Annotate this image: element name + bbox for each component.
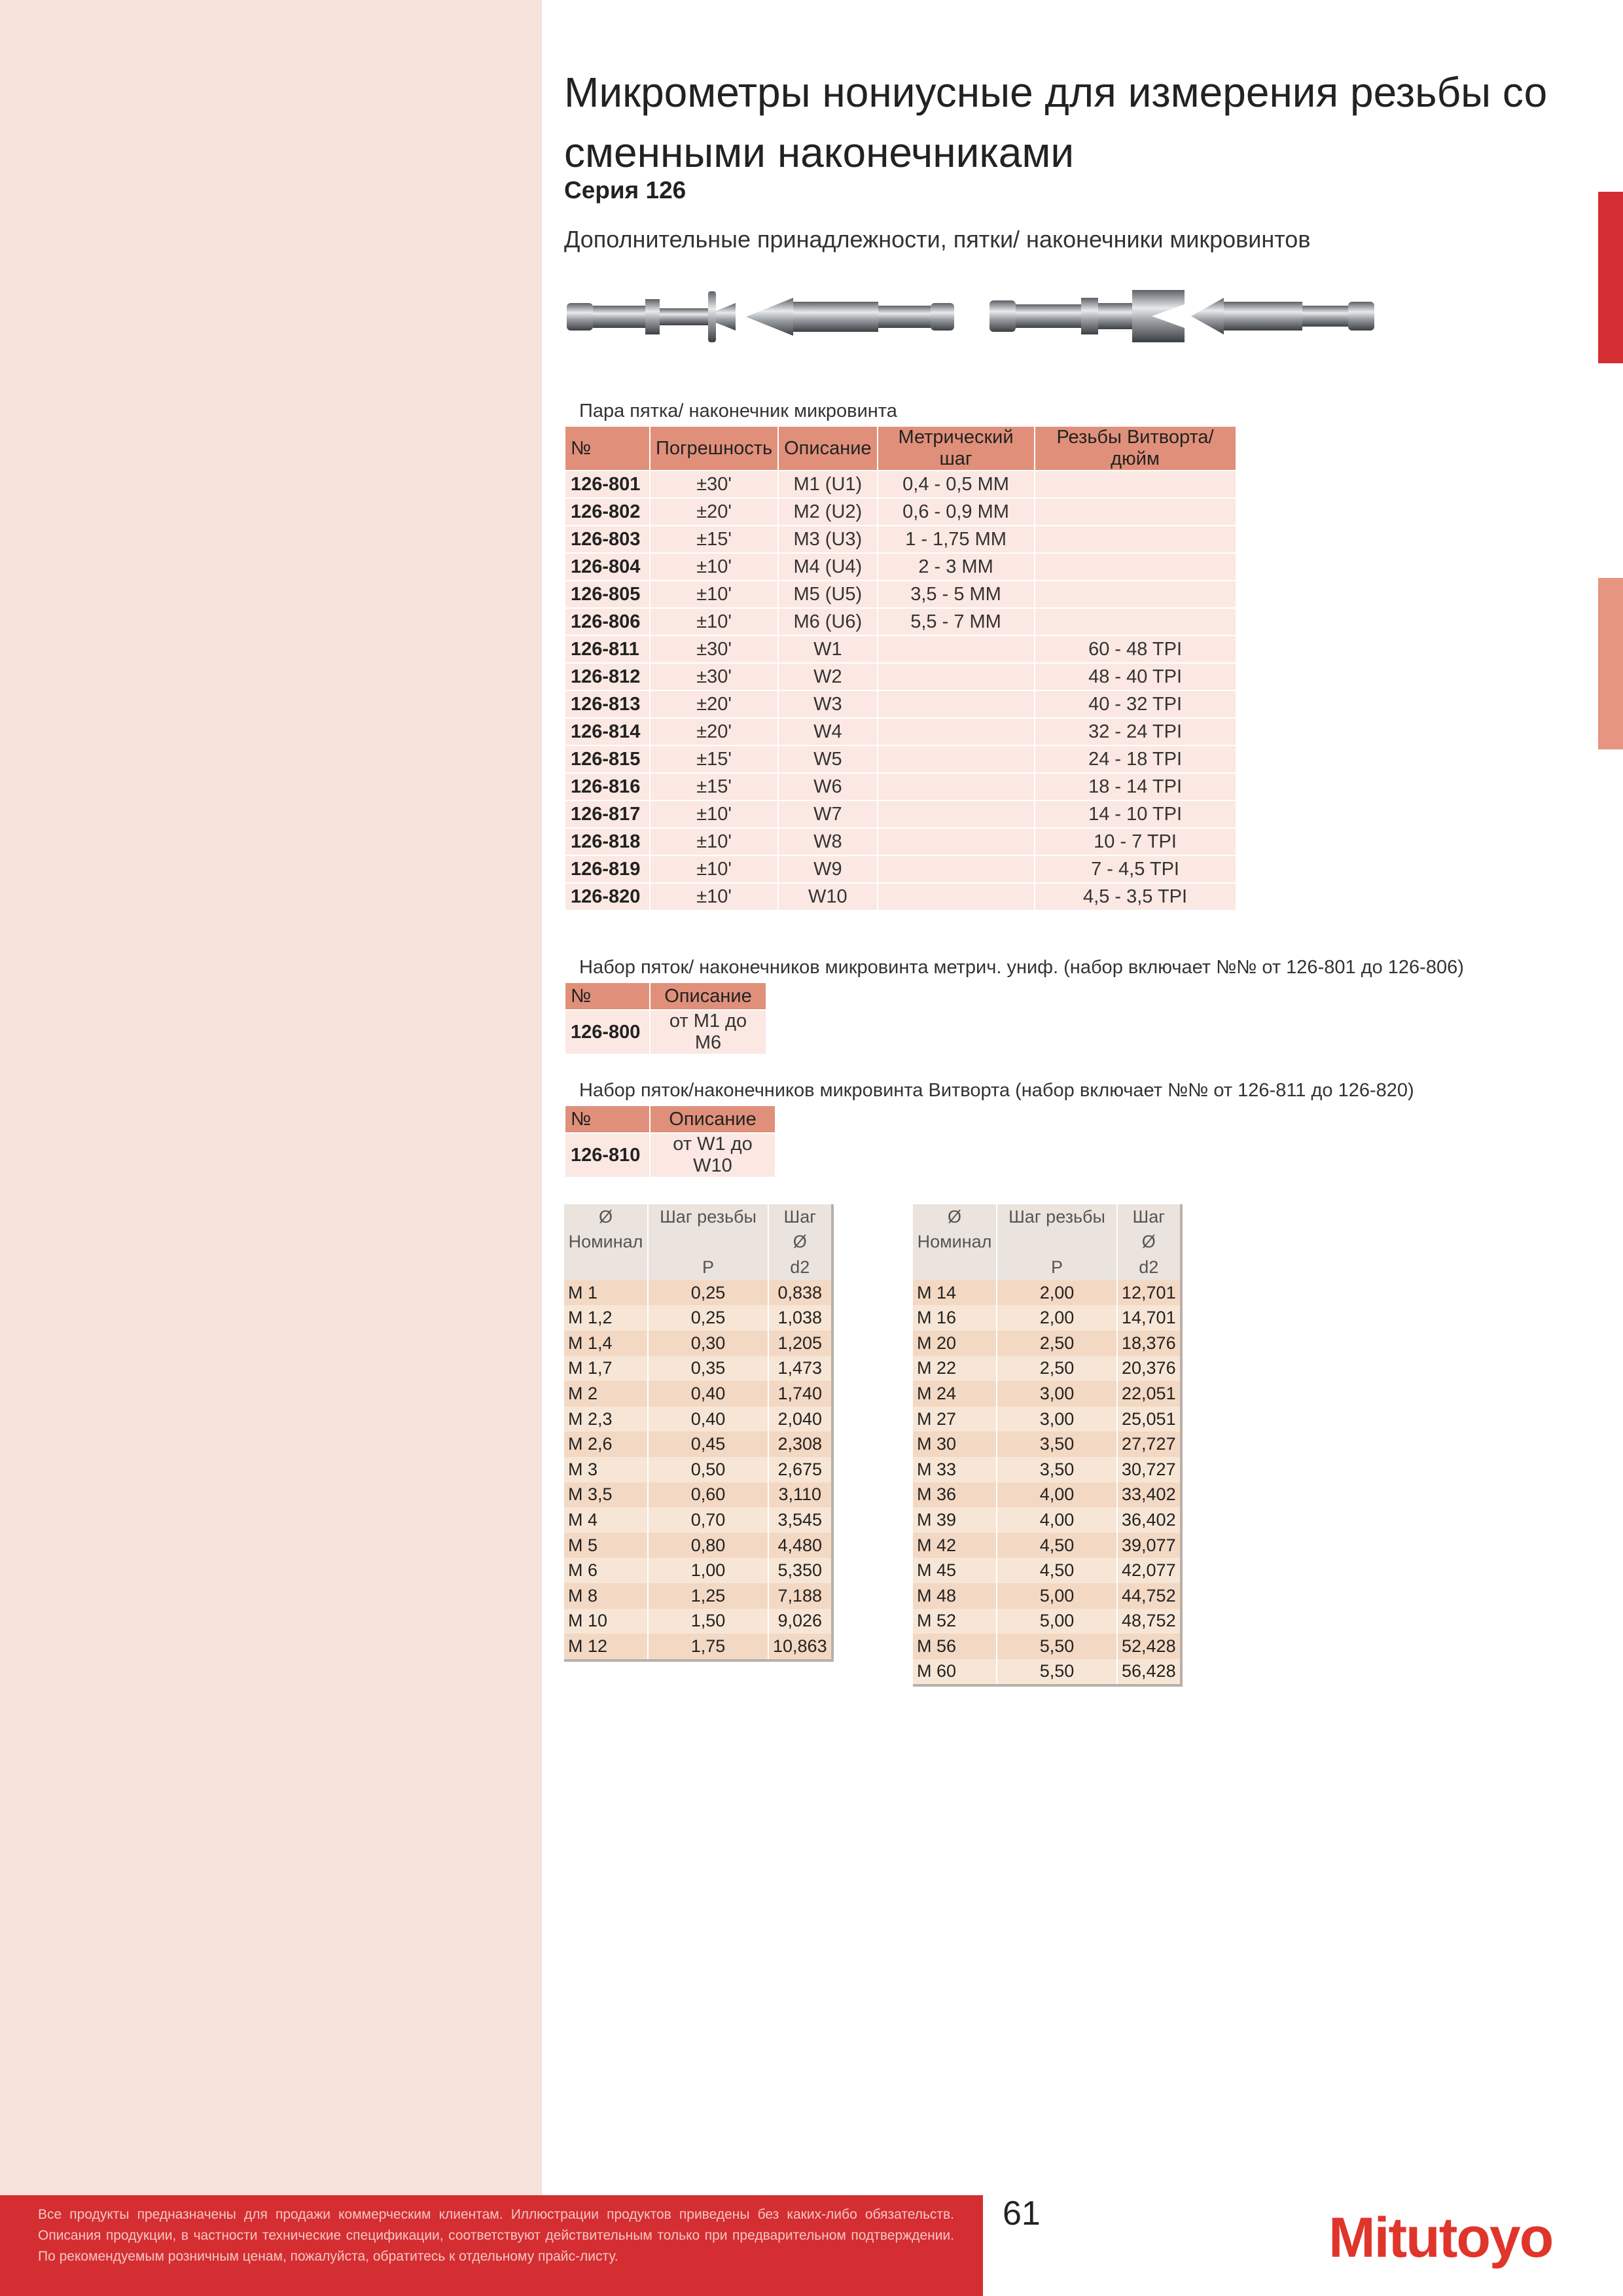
cell-nominal: M 33 (913, 1457, 997, 1482)
cell-d2: 0,838 (768, 1280, 832, 1306)
anvil-spindle-tip-photo-1 (564, 278, 957, 355)
table-row (565, 471, 1236, 497)
col-header-accuracy: Погрешность (651, 427, 777, 470)
cell-d2: 44,752 (1117, 1583, 1181, 1609)
cell-d2: 22,051 (1117, 1381, 1181, 1407)
table-row (913, 1331, 1181, 1356)
cell-description: W6 (779, 774, 876, 800)
cell-whitworth (1035, 471, 1236, 497)
cell-metric-pitch: 1 - 1,75 MM (878, 526, 1034, 552)
cell-nominal: M 2,6 (564, 1431, 648, 1457)
cell-pitch: 0,25 (648, 1280, 768, 1306)
cell-nominal: M 60 (913, 1659, 997, 1686)
cell-description: M5 (U5) (779, 581, 876, 607)
cell-no: 126-811 (565, 636, 649, 662)
section-marker-pink (1598, 578, 1623, 749)
cell-metric-pitch (878, 856, 1034, 882)
thread-table-right (913, 1204, 1183, 1687)
table-row (913, 1609, 1181, 1634)
table-row (565, 746, 1236, 772)
cell-metric-pitch: 0,6 - 0,9 MM (878, 499, 1034, 525)
table-row (564, 1356, 832, 1382)
table-row (913, 1457, 1181, 1482)
cell-accuracy: ±10' (651, 829, 777, 855)
cell-pitch: 1,25 (648, 1583, 768, 1609)
cell-whitworth: 4,5 - 3,5 TPI (1035, 884, 1236, 910)
cell-nominal: M 27 (913, 1407, 997, 1432)
cell-no: 126-819 (565, 856, 649, 882)
cell-pitch: 4,00 (997, 1482, 1117, 1508)
cell-whitworth: 60 - 48 TPI (1035, 636, 1236, 662)
cell-pitch: 5,50 (997, 1634, 1117, 1659)
thread-header-cell: Шаг резьбы (648, 1204, 768, 1230)
cell-pitch: 0,70 (648, 1507, 768, 1533)
cell-description: W7 (779, 801, 876, 827)
cell-d2: 3,545 (768, 1507, 832, 1533)
cell-whitworth (1035, 499, 1236, 525)
thread-header-row (913, 1230, 1181, 1255)
col-header-description: Описание (651, 1106, 775, 1132)
cell-d2: 2,308 (768, 1431, 832, 1457)
anvil-spindle-tip-photo-2 (988, 278, 1381, 355)
table-row (565, 554, 1236, 580)
metric-set-table (564, 982, 767, 1055)
col-header-no: № (565, 427, 649, 470)
thread-header-cell (913, 1255, 997, 1280)
table-row (564, 1431, 832, 1457)
table-row (564, 1507, 832, 1533)
thread-header-row (564, 1204, 832, 1230)
cell-nominal: M 20 (913, 1331, 997, 1356)
whitworth-set-table (564, 1105, 776, 1178)
cell-pitch: 5,50 (997, 1659, 1117, 1686)
metric-set-caption: Набор пяток/ наконечников микровинта метрич. униф. (набор включает №№ от 126-801 до 126-806) (579, 957, 1464, 978)
cell-d2: 12,701 (1117, 1280, 1181, 1306)
cell-nominal: M 36 (913, 1482, 997, 1508)
cell-description: W4 (779, 719, 876, 745)
cell-accuracy: ±20' (651, 719, 777, 745)
cell-d2: 42,077 (1117, 1558, 1181, 1583)
cell-nominal: M 1,4 (564, 1331, 648, 1356)
cell-metric-pitch: 3,5 - 5 MM (878, 581, 1034, 607)
cell-description: W3 (779, 691, 876, 717)
cell-whitworth (1035, 526, 1236, 552)
cell-nominal: M 6 (564, 1558, 648, 1583)
cell-no: 126-820 (565, 884, 649, 910)
cell-no: 126-812 (565, 664, 649, 690)
cell-nominal: M 3,5 (564, 1482, 648, 1508)
cell-pitch: 3,50 (997, 1431, 1117, 1457)
cell-pitch: 0,40 (648, 1407, 768, 1432)
cell-nominal: M 2,3 (564, 1407, 648, 1432)
col-header-description: Описание (779, 427, 876, 470)
cell-whitworth: 14 - 10 TPI (1035, 801, 1236, 827)
cell-nominal: M 10 (564, 1609, 648, 1634)
left-color-band (0, 0, 542, 2195)
cell-nominal: M 1 (564, 1280, 648, 1306)
thread-header-cell: Номинал (913, 1230, 997, 1255)
thread-header-cell: Шаг (768, 1204, 832, 1230)
cell-pitch: 0,30 (648, 1331, 768, 1356)
page-title: Микрометры нониусные для измерения резьбы со сменными наконечниками (564, 68, 1548, 176)
cell-metric-pitch (878, 829, 1034, 855)
table-row (564, 1609, 832, 1634)
cell-nominal: M 5 (564, 1533, 648, 1558)
thread-header-cell: Ø (564, 1204, 648, 1230)
col-header-metric-pitch: Метрический шаг (878, 427, 1034, 470)
cell-d2: 14,701 (1117, 1305, 1181, 1331)
cell-d2: 39,077 (1117, 1533, 1181, 1558)
cell-no: 126-801 (565, 471, 649, 497)
table-row (913, 1583, 1181, 1609)
cell-nominal: M 45 (913, 1558, 997, 1583)
cell-description: W9 (779, 856, 876, 882)
thread-header-cell (648, 1230, 768, 1255)
cell-nominal: M 4 (564, 1507, 648, 1533)
table-row (565, 1011, 766, 1054)
cell-pitch: 2,00 (997, 1280, 1117, 1306)
cell-nominal: M 3 (564, 1457, 648, 1482)
cell-d2: 25,051 (1117, 1407, 1181, 1432)
table-row (564, 1407, 832, 1432)
table-row (565, 581, 1236, 607)
table-row (565, 884, 1236, 910)
cell-whitworth: 32 - 24 TPI (1035, 719, 1236, 745)
cell-nominal: M 8 (564, 1583, 648, 1609)
thread-header-cell: d2 (1117, 1255, 1181, 1280)
cell-d2: 1,205 (768, 1331, 832, 1356)
cell-accuracy: ±10' (651, 554, 777, 580)
table-row (913, 1659, 1181, 1686)
thread-header-cell: Шаг (1117, 1204, 1181, 1230)
cell-pitch: 5,00 (997, 1583, 1117, 1609)
cell-pitch: 0,60 (648, 1482, 768, 1508)
cell-no: 126-802 (565, 499, 649, 525)
table-row (565, 691, 1236, 717)
table-row (565, 719, 1236, 745)
cell-description: от M1 до M6 (651, 1011, 766, 1054)
cell-no: 126-817 (565, 801, 649, 827)
cell-d2: 5,350 (768, 1558, 832, 1583)
pairs-table (564, 425, 1237, 911)
cell-nominal: M 39 (913, 1507, 997, 1533)
table-row (564, 1533, 832, 1558)
cell-accuracy: ±15' (651, 746, 777, 772)
cell-pitch: 0,80 (648, 1533, 768, 1558)
table-row (565, 1134, 775, 1177)
cell-accuracy: ±30' (651, 471, 777, 497)
thread-header-cell: Ø (1117, 1230, 1181, 1255)
cell-accuracy: ±20' (651, 499, 777, 525)
thread-header-cell: Шаг резьбы (997, 1204, 1117, 1230)
cell-no: 126-814 (565, 719, 649, 745)
cell-description: W5 (779, 746, 876, 772)
cell-no: 126-813 (565, 691, 649, 717)
table-row (913, 1482, 1181, 1508)
table-row (565, 664, 1236, 690)
thread-header-cell (997, 1230, 1117, 1255)
cell-nominal: M 16 (913, 1305, 997, 1331)
cell-metric-pitch (878, 774, 1034, 800)
thread-header-cell: P (648, 1255, 768, 1280)
cell-accuracy: ±10' (651, 581, 777, 607)
cell-pitch: 3,00 (997, 1381, 1117, 1407)
cell-metric-pitch: 0,4 - 0,5 MM (878, 471, 1034, 497)
cell-nominal: M 42 (913, 1533, 997, 1558)
series-label: Серия 126 (564, 177, 687, 204)
cell-nominal: M 1,2 (564, 1305, 648, 1331)
cell-d2: 2,675 (768, 1457, 832, 1482)
cell-pitch: 1,75 (648, 1634, 768, 1660)
cell-pitch: 1,00 (648, 1558, 768, 1583)
cell-whitworth (1035, 554, 1236, 580)
cell-d2: 27,727 (1117, 1431, 1181, 1457)
cell-metric-pitch (878, 664, 1034, 690)
cell-whitworth: 10 - 7 TPI (1035, 829, 1236, 855)
cell-pitch: 3,50 (997, 1457, 1117, 1482)
cell-d2: 2,040 (768, 1407, 832, 1432)
cell-accuracy: ±30' (651, 664, 777, 690)
thread-header-row (913, 1255, 1181, 1280)
table-row (565, 636, 1236, 662)
table-row (564, 1280, 832, 1306)
cell-metric-pitch (878, 719, 1034, 745)
table-row (564, 1381, 832, 1407)
cell-whitworth (1035, 581, 1236, 607)
cell-description: M4 (U4) (779, 554, 876, 580)
col-header-no: № (565, 983, 649, 1009)
cell-d2: 9,026 (768, 1609, 832, 1634)
cell-d2: 56,428 (1117, 1659, 1181, 1686)
cell-d2: 33,402 (1117, 1482, 1181, 1508)
cell-whitworth: 24 - 18 TPI (1035, 746, 1236, 772)
cell-description: W2 (779, 664, 876, 690)
thread-header-cell: Номинал (564, 1230, 648, 1255)
cell-nominal: M 22 (913, 1356, 997, 1382)
cell-d2: 1,038 (768, 1305, 832, 1331)
cell-accuracy: ±15' (651, 526, 777, 552)
table-row (565, 499, 1236, 525)
cell-description: M1 (U1) (779, 471, 876, 497)
thread-header-cell: Ø (768, 1230, 832, 1255)
cell-no: 126-806 (565, 609, 649, 635)
cell-nominal: M 2 (564, 1381, 648, 1407)
table-row (565, 774, 1236, 800)
cell-metric-pitch (878, 884, 1034, 910)
table-row (913, 1507, 1181, 1533)
cell-pitch: 0,35 (648, 1356, 768, 1382)
cell-description: W8 (779, 829, 876, 855)
cell-pitch: 2,50 (997, 1356, 1117, 1382)
cell-d2: 52,428 (1117, 1634, 1181, 1659)
cell-no: 126-805 (565, 581, 649, 607)
cell-accuracy: ±10' (651, 856, 777, 882)
cell-pitch: 4,50 (997, 1558, 1117, 1583)
thread-header-row (913, 1204, 1181, 1230)
cell-d2: 10,863 (768, 1634, 832, 1660)
table-row (913, 1558, 1181, 1583)
table-row (564, 1558, 832, 1583)
whitworth-set-caption: Набор пяток/наконечников микровинта Витворта (набор включает №№ от 126-811 до 126-820) (579, 1080, 1414, 1101)
cell-nominal: M 1,7 (564, 1356, 648, 1382)
cell-pitch: 0,25 (648, 1305, 768, 1331)
section-marker-red (1598, 192, 1623, 363)
table-row (565, 609, 1236, 635)
cell-no: 126-803 (565, 526, 649, 552)
table-row (913, 1381, 1181, 1407)
cell-accuracy: ±15' (651, 774, 777, 800)
cell-no: 126-804 (565, 554, 649, 580)
table-row (564, 1634, 832, 1660)
table-row (564, 1331, 832, 1356)
thread-header-cell: P (997, 1255, 1117, 1280)
cell-pitch: 2,50 (997, 1331, 1117, 1356)
thread-header-row (564, 1230, 832, 1255)
cell-accuracy: ±30' (651, 636, 777, 662)
cell-pitch: 4,50 (997, 1533, 1117, 1558)
table-row (565, 801, 1236, 827)
table-row (565, 829, 1236, 855)
table-row (565, 856, 1236, 882)
table-row (913, 1407, 1181, 1432)
cell-pitch: 1,50 (648, 1609, 768, 1634)
table-row (564, 1482, 832, 1508)
cell-d2: 18,376 (1117, 1331, 1181, 1356)
cell-description: W1 (779, 636, 876, 662)
cell-nominal: M 12 (564, 1634, 648, 1660)
table-row (564, 1583, 832, 1609)
cell-d2: 1,473 (768, 1356, 832, 1382)
cell-metric-pitch: 5,5 - 7 MM (878, 609, 1034, 635)
cell-no: 126-818 (565, 829, 649, 855)
cell-pitch: 0,50 (648, 1457, 768, 1482)
table-row (913, 1431, 1181, 1457)
brand-logo: Mitutoyo (1329, 2206, 1553, 2269)
cell-nominal: M 48 (913, 1583, 997, 1609)
thread-header-cell (564, 1255, 648, 1280)
cell-d2: 48,752 (1117, 1609, 1181, 1634)
cell-d2: 4,480 (768, 1533, 832, 1558)
thread-header-cell: d2 (768, 1255, 832, 1280)
table-row (913, 1634, 1181, 1659)
col-header-whitworth: Резьбы Витворта/дюйм (1035, 427, 1236, 470)
cell-d2: 7,188 (768, 1583, 832, 1609)
cell-nominal: M 14 (913, 1280, 997, 1306)
cell-d2: 1,740 (768, 1381, 832, 1407)
cell-pitch: 0,40 (648, 1381, 768, 1407)
cell-metric-pitch (878, 691, 1034, 717)
cell-whitworth: 7 - 4,5 TPI (1035, 856, 1236, 882)
col-header-no: № (565, 1106, 649, 1132)
cell-description: от W1 до W10 (651, 1134, 775, 1177)
cell-d2: 36,402 (1117, 1507, 1181, 1533)
table-row (564, 1305, 832, 1331)
thread-header-cell: Ø (913, 1204, 997, 1230)
cell-pitch: 0,45 (648, 1431, 768, 1457)
cell-description: M2 (U2) (779, 499, 876, 525)
cell-no: 126-800 (565, 1011, 649, 1054)
table-row (913, 1305, 1181, 1331)
cell-no: 126-815 (565, 746, 649, 772)
page-number: 61 (1003, 2195, 1041, 2233)
pairs-table-caption: Пара пятка/ наконечник микровинта (579, 401, 897, 422)
cell-whitworth (1035, 609, 1236, 635)
cell-no: 126-816 (565, 774, 649, 800)
cell-pitch: 5,00 (997, 1609, 1117, 1634)
cell-accuracy: ±10' (651, 884, 777, 910)
cell-accuracy: ±20' (651, 691, 777, 717)
table-row (565, 526, 1236, 552)
cell-nominal: M 56 (913, 1634, 997, 1659)
table-row (913, 1280, 1181, 1306)
cell-no: 126-810 (565, 1134, 649, 1177)
cell-whitworth: 40 - 32 TPI (1035, 691, 1236, 717)
cell-metric-pitch (878, 636, 1034, 662)
table-row (913, 1356, 1181, 1382)
col-header-description: Описание (651, 983, 766, 1009)
cell-accuracy: ±10' (651, 801, 777, 827)
cell-pitch: 2,00 (997, 1305, 1117, 1331)
thread-table-left (564, 1204, 834, 1662)
cell-description: M3 (U3) (779, 526, 876, 552)
cell-nominal: M 24 (913, 1381, 997, 1407)
section-subtitle: Дополнительные принадлежности, пятки/ наконечники микровинтов (564, 226, 1311, 253)
footer-disclaimer: Все продукты предназначены для продажи коммерческим клиентам. Иллюстрации продуктов приведены без каких-либо обязательств. Описания продукции, в частности технические спецификации, соответствуют действительным только при предварительном подтверждении. По рекомендуемым розничным ценам, пожалуйста, обратитесь к отдельному прайс-листу. (38, 2207, 954, 2264)
cell-accuracy: ±10' (651, 609, 777, 635)
cell-metric-pitch (878, 801, 1034, 827)
cell-pitch: 3,00 (997, 1407, 1117, 1432)
table-row (913, 1533, 1181, 1558)
cell-pitch: 4,00 (997, 1507, 1117, 1533)
cell-nominal: M 30 (913, 1431, 997, 1457)
cell-d2: 20,376 (1117, 1356, 1181, 1382)
cell-whitworth: 18 - 14 TPI (1035, 774, 1236, 800)
cell-nominal: M 52 (913, 1609, 997, 1634)
cell-whitworth: 48 - 40 TPI (1035, 664, 1236, 690)
cell-metric-pitch: 2 - 3 MM (878, 554, 1034, 580)
cell-metric-pitch (878, 746, 1034, 772)
cell-d2: 3,110 (768, 1482, 832, 1508)
cell-d2: 30,727 (1117, 1457, 1181, 1482)
thread-header-row (564, 1255, 832, 1280)
cell-description: M6 (U6) (779, 609, 876, 635)
table-row (564, 1457, 832, 1482)
cell-description: W10 (779, 884, 876, 910)
